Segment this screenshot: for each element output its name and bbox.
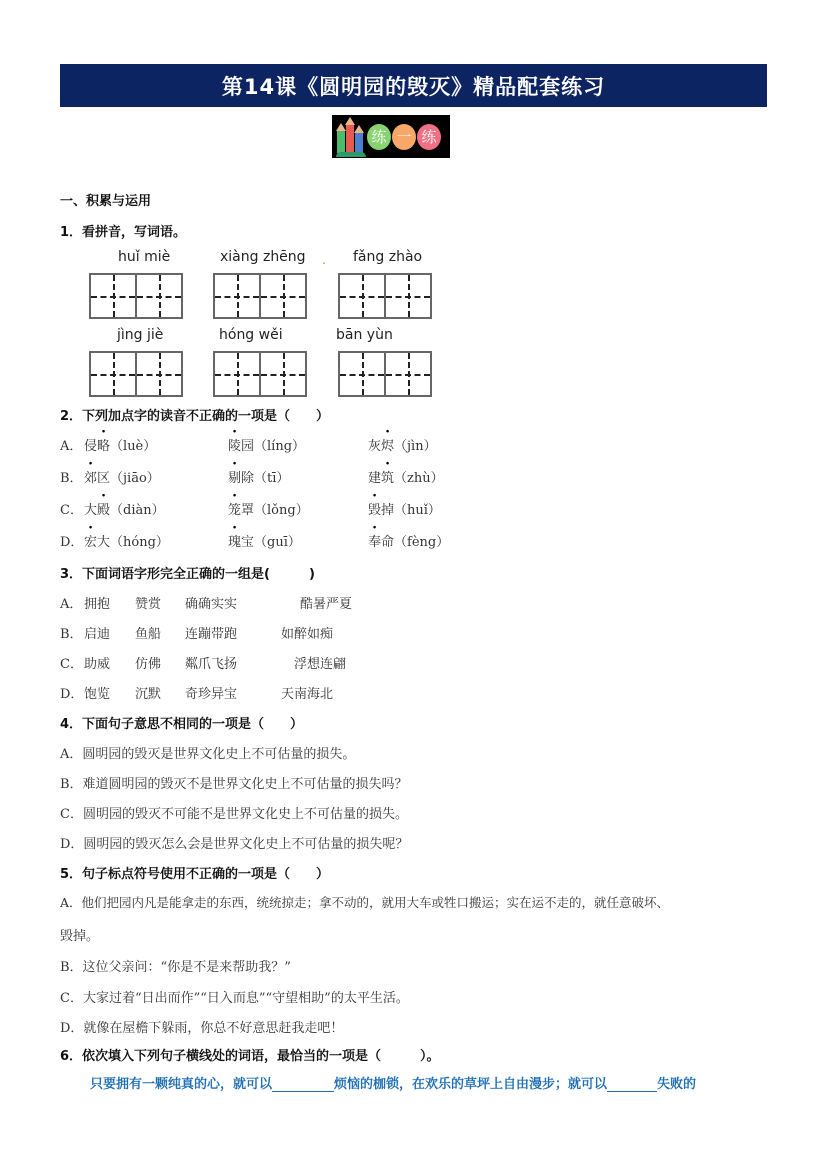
logo-circle-1: 练	[367, 124, 391, 150]
q3-word: 酷暑严夏	[300, 597, 353, 612]
question-1-label: 1．看拼音，写词语。	[60, 225, 187, 240]
q3-word: 仿佛	[135, 657, 162, 672]
item-suffix: （zhù）	[394, 471, 444, 486]
q5-option-a-cont: 毁掉。	[60, 929, 100, 944]
dotted-character: 剔	[228, 471, 242, 486]
q2-option-item	[228, 531, 301, 550]
writing-grid-6[interactable]	[338, 351, 432, 397]
q2-option-item	[228, 467, 289, 486]
q6-sentence-part-1: 只要拥有一颗纯真的心，就可以	[90, 1077, 273, 1092]
dotted-character: 殿	[97, 503, 111, 518]
q6-blank-1[interactable]	[272, 1077, 334, 1092]
dotted-character: 宏	[84, 535, 98, 550]
writing-grid-5[interactable]	[213, 351, 307, 397]
q2-option-item	[84, 531, 169, 550]
practice-logo	[332, 115, 450, 158]
q4-option-d: D．圆明园的毁灭怎么会是世界文化史上不可估量的损失呢？	[60, 837, 409, 852]
q3-word: 如醉如痴	[281, 627, 334, 642]
q3-word: 拥抱	[84, 597, 111, 612]
item-suffix: 宝（guī）	[241, 535, 301, 550]
q2-option-item	[84, 499, 165, 518]
page-title-banner	[60, 64, 767, 107]
item-suffix: 掉（huǐ）	[381, 503, 441, 518]
castle-icon	[336, 117, 366, 157]
q6-sentence	[90, 1073, 696, 1092]
pinyin-6: bān yùn	[336, 327, 393, 343]
q3-word: 奇珍异宝	[185, 687, 238, 702]
item-prefix: 侵	[84, 439, 98, 454]
q4-option-a: A．圆明园的毁灭是世界文化史上不可估量的损失。	[60, 747, 356, 762]
q3-option-letter: A．	[60, 597, 83, 612]
item-suffix: 园（líng）	[241, 439, 306, 454]
question-6-label: 6．依次填入下列句子横线处的词语，最恰当的一项是（ ）。	[60, 1049, 440, 1064]
item-suffix: 除（tī）	[241, 471, 290, 486]
q2-option-letter: B．	[60, 471, 83, 486]
item-prefix: 灰	[368, 439, 382, 454]
q2-option-item	[368, 499, 441, 518]
q2-option-letter: A．	[60, 439, 83, 454]
q2-option-item	[368, 531, 449, 550]
item-suffix: 罩（lǒng）	[241, 503, 309, 518]
q5-option-a: A．他们把园内凡是能拿走的东西，统统掠走；拿不动的，就用大车或牲口搬运；实在运不走的，就任意破坏、	[60, 895, 670, 910]
writing-grid-1[interactable]	[89, 273, 183, 319]
dotted-character: 略	[97, 439, 111, 454]
item-suffix: （jìn）	[394, 439, 437, 454]
question-5-label: 5．句子标点符号使用不正确的一项是（ ）	[60, 867, 330, 882]
dotted-character: 郊	[84, 471, 98, 486]
writing-grid-3[interactable]	[338, 273, 432, 319]
q4-option-b: B．难道圆明园的毁灭不是世界文化史上不可估量的损失吗？	[60, 777, 408, 792]
item-suffix: 区（jiāo）	[97, 471, 160, 486]
dotted-character: 瑰	[228, 535, 242, 550]
item-suffix: 大（hóng）	[97, 535, 169, 550]
q3-option-letter: D．	[60, 687, 84, 702]
item-suffix: （diàn）	[110, 503, 165, 518]
q5-option-b: B．这位父亲问：“你是不是来帮助我？”	[60, 960, 291, 975]
q3-word: 确确实实	[185, 597, 238, 612]
q2-option-item	[368, 467, 444, 486]
writing-grid-2[interactable]	[213, 273, 307, 319]
q3-word: 赞赏	[135, 597, 162, 612]
item-prefix: 建	[368, 471, 382, 486]
item-prefix: 大	[84, 503, 98, 518]
q3-word: 启迪	[84, 627, 111, 642]
dotted-character: 烬	[381, 439, 395, 454]
q2-option-letter: C．	[60, 503, 83, 518]
writing-grid-4[interactable]	[89, 351, 183, 397]
section-heading: 一、积累与运用	[60, 194, 152, 209]
pinyin-2: xiàng zhēng	[220, 249, 306, 265]
pinyin-3: fǎng zhào	[353, 249, 423, 265]
question-2-label: 2．下列加点字的读音不正确的一项是（ ）	[60, 409, 330, 424]
q6-blank-2[interactable]	[607, 1077, 657, 1092]
q2-option-item	[368, 435, 437, 454]
question-3-label: 3．下面词语字形完全正确的一组是( )	[60, 567, 315, 582]
item-suffix: 命（fèng）	[381, 535, 450, 550]
q3-option-letter: B．	[60, 627, 83, 642]
dotted-character: 笼	[228, 503, 242, 518]
q3-word: 助威	[84, 657, 111, 672]
q6-sentence-part-2: 烦恼的枷锁，在欢乐的草坪上自由漫步；就可以	[334, 1077, 608, 1092]
q4-option-c: C．圆明园的毁灭不可能不是世界文化史上不可估量的损失。	[60, 807, 408, 822]
q2-option-letter: D．	[60, 535, 84, 550]
q2-option-item	[228, 435, 305, 454]
page-title: 第14课《圆明园的毁灭》精品配套练习	[221, 74, 606, 99]
q3-word: 鱼船	[135, 627, 162, 642]
dotted-character: 筑	[381, 471, 395, 486]
pinyin-5: hóng wěi	[219, 327, 283, 343]
q3-word: 饱览	[84, 687, 111, 702]
logo-circle-3: 练	[417, 124, 441, 150]
q3-word: 天南海北	[281, 687, 334, 702]
dotted-character: 奉	[368, 535, 382, 550]
q3-word: 连蹦带跑	[185, 627, 238, 642]
dotted-character: 毁	[368, 503, 382, 518]
stray-dot: .	[322, 253, 326, 267]
dotted-character: 陵	[228, 439, 242, 454]
q3-word: 沉默	[135, 687, 162, 702]
pinyin-4: jìng jiè	[117, 327, 164, 343]
logo-circle-2: 一	[392, 124, 416, 150]
q3-option-letter: C．	[60, 657, 83, 672]
q2-option-item	[84, 467, 160, 486]
q2-option-item	[228, 499, 309, 518]
q3-word: 粼爪飞扬	[185, 657, 238, 672]
question-4-label: 4．下面句子意思不相同的一项是（ ）	[60, 717, 304, 732]
q5-option-d: D．就像在屋檐下躲雨，你总不好意思赶我走吧！	[60, 1021, 344, 1036]
q6-sentence-part-3: 失败的	[657, 1077, 697, 1092]
q2-option-item	[84, 435, 156, 454]
q5-option-c: C．大家过着“日出而作”“日入而息”“守望相助”的太平生活。	[60, 991, 409, 1006]
q3-word: 浮想连翩	[294, 657, 347, 672]
pinyin-1: huǐ miè	[118, 249, 171, 265]
item-suffix: （luè）	[110, 439, 157, 454]
